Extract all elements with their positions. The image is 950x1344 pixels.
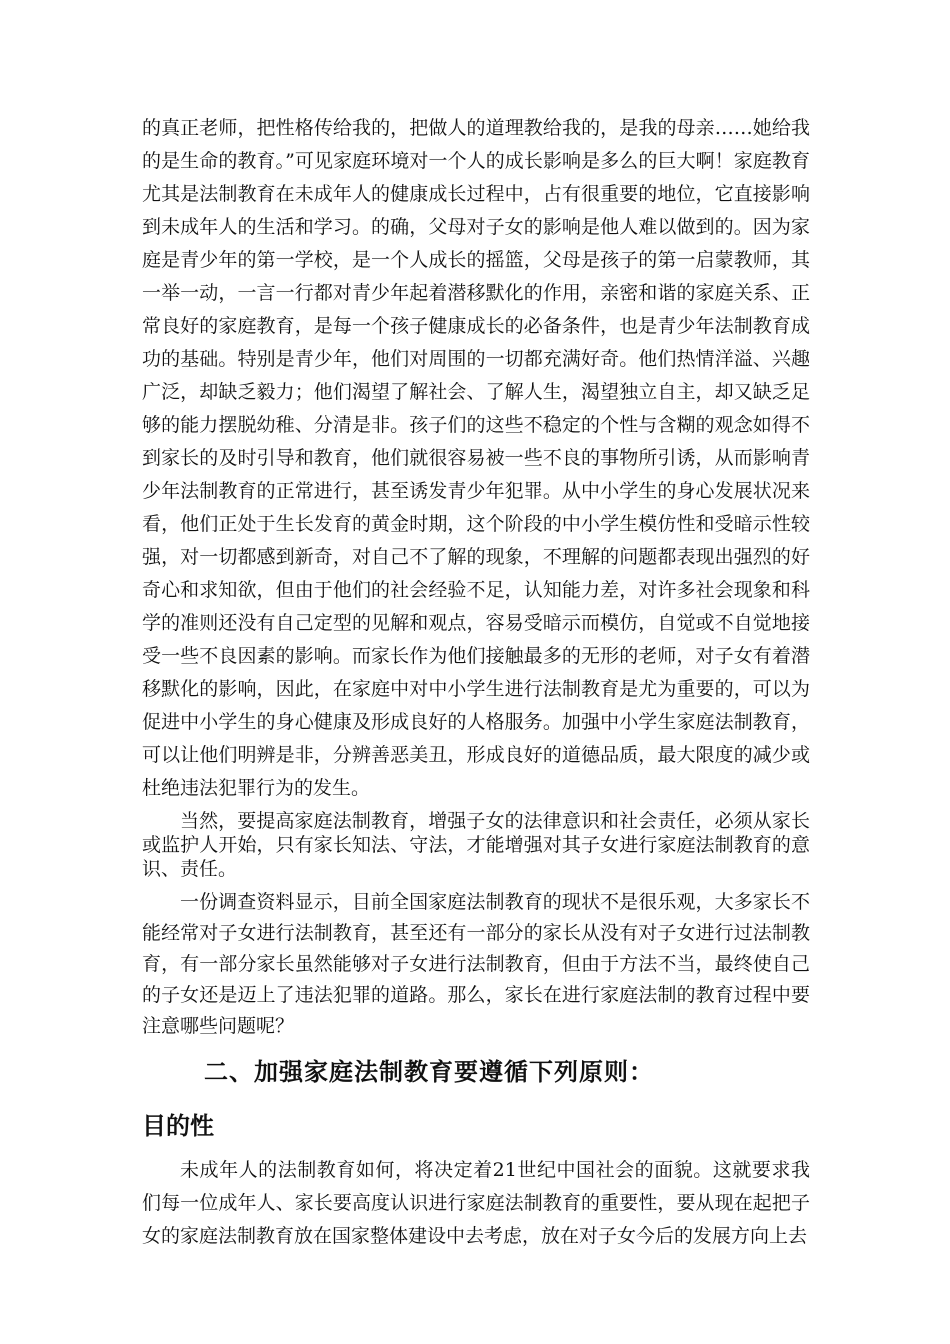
body-paragraph-3: 一份调查资料显示，目前全国家庭法制教育的现状不是很乐观，大多家长不能经常对子女进行法制教育，甚至还有一部分的家长从没有对子女进行过法制教育，有一部分家长虽然能够对子女进行法制教育，但由于方法不当，最终使自己的子女还是迈上了违法犯罪的道路。那么，家长在进行家庭法制的教育过程中要注意哪些问题呢？: [142, 891, 810, 1037]
body-paragraph-4: 未成年人的法制教育如何，将决定着21世纪中国社会的面貌。这就要求我们每一位成年人、家长要高度认识进行家庭法制教育的重要性，要从现在起把子女的家庭法制教育放在国家整体建设中去考虑，放在对子女今后的发展方向上去: [142, 1159, 810, 1247]
document-page: [142, 112, 810, 1253]
body-paragraph-1: 的真正老师，把性格传给我的，把做人的道理教给我的，是我的母亲……她给我的是生命的教育。”可见家庭环境对一个人的成长影响是多么的巨大啊！家庭教育尤其是法制教育在未成年人的健康成长过程中，占有很重要的地位，它直接影响到未成年人的生活和学习。的确，父母对子女的影响是他人难以做到的。因为家庭是青少年的第一学校，是一个人成长的摇篮，父母是孩子的第一启蒙教师，其一举一动，一言一行都对青少年起着潜移默化的作用，亲密和谐的家庭关系、正常良好的家庭教育，是每一个孩子健康成长的必备条件，也是青少年法制教育成功的基础。特别是青少年，他们对周围的一切都充满好奇。他们热情洋溢、兴趣广泛，却缺乏毅力；他们渴望了解社会、了解人生，渴望独立自主，却又缺乏足够的能力摆脱幼稚、分清是非。孩子们的这些不稳定的个性与含糊的观念如得不到家长的及时引导和教育，他们就很容易被一些不良的事物所引诱，从而影响青少年法制教育的正常进行，甚至诱发青少年犯罪。从中小学生的身心发展状况来看，他们正处于生长发育的黄金时期，这个阶段的中小学生模仿性和受暗示性较强，对一切都感到新奇，对自己不了解的现象，不理解的问题都表现出强烈的好奇心和求知欲，但由于他们的社会经验不足，认知能力差，对许多社会现象和科学的准则还没有自己定型的见解和观点，容易受暗示而模仿，自觉或不自觉地接受一些不良因素的影响。而家长作为他们接触最多的无形的老师，对子女有着潜移默化的影响，因此，在家庭中对中小学生进行法制教育是尤为重要的，可以为促进中小学生的身心健康及形成良好的人格服务。加强中小学生家庭法制教育，可以让他们明辨是非，分辨善恶美丑，形成良好的道德品质，最大限度的减少或杜绝违法犯罪行为的发生。: [142, 117, 810, 799]
subsection-heading: 目的性: [142, 1111, 214, 1140]
body-paragraph-2: 当然，要提高家庭法制教育，增强子女的法律意识和社会责任，必须从家长或监护人开始，只有家长知法、守法，才能增强对其子女进行家庭法制教育的意识、责任。: [142, 810, 810, 880]
section-heading: 二、加强家庭法制教育要遵循下列原则：: [204, 1057, 654, 1086]
